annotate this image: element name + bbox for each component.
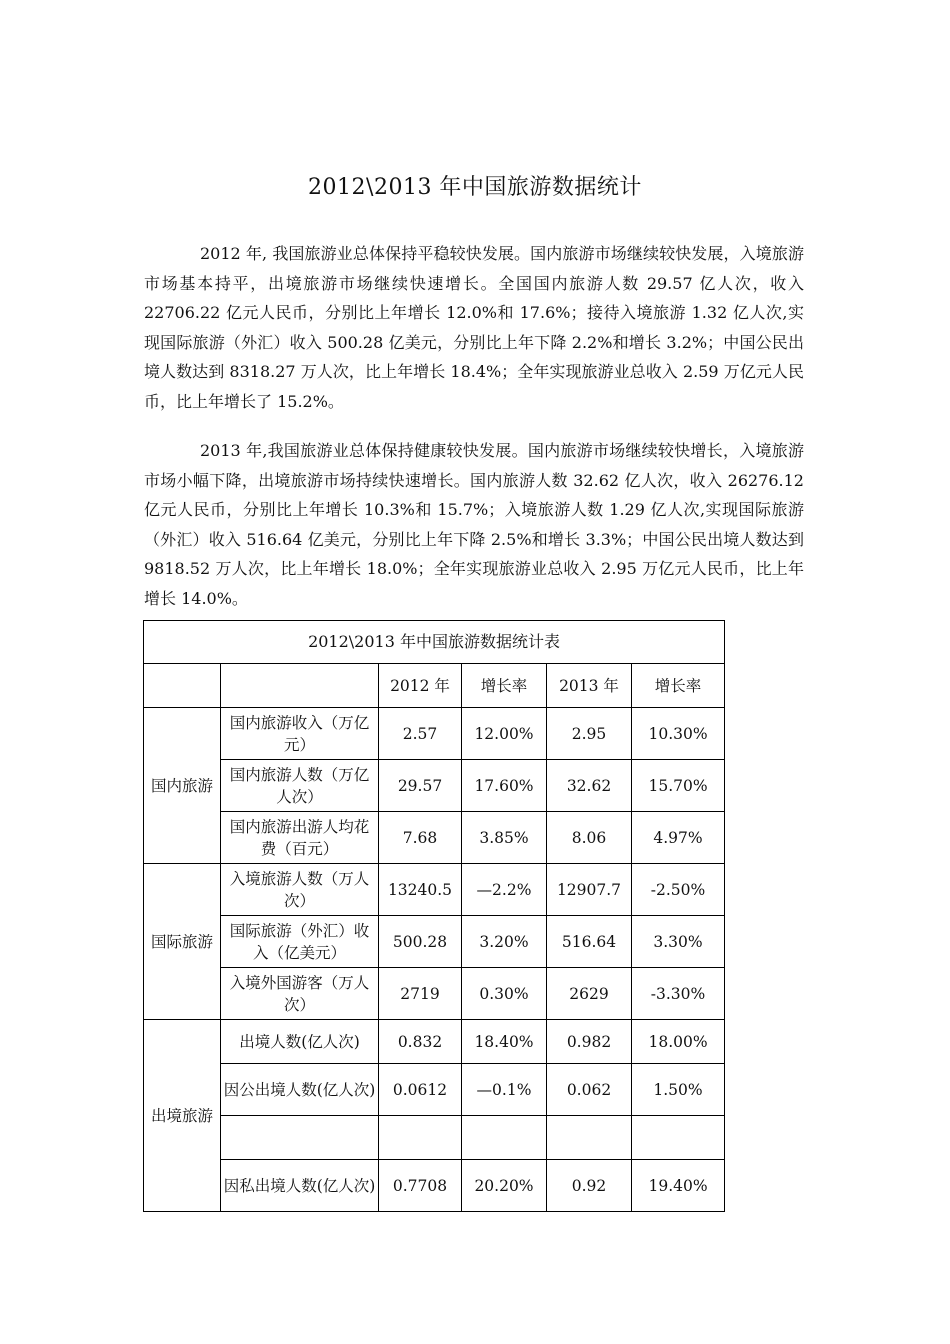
growth-cell: 3.30% [632,916,725,968]
group-label-outbound: 出境旅游 [144,1020,221,1212]
table-caption: 2012\2013 年中国旅游数据统计表 [144,621,725,664]
growth-cell: —2.2% [462,864,547,916]
item-cell: 入境外国游客（万人次） [221,968,379,1020]
value-cell: 2629 [547,968,632,1020]
item-cell: 国际旅游（外汇）收入（亿美元） [221,916,379,968]
value-cell: 2.57 [379,708,462,760]
value-cell: 12907.7 [547,864,632,916]
growth-cell: 10.30% [632,708,725,760]
growth-cell: 18.00% [632,1020,725,1064]
value-cell: 29.57 [379,760,462,812]
page-title: 2012\2013 年中国旅游数据统计 [308,175,642,200]
growth-cell: —0.1% [462,1064,547,1116]
growth-cell: 4.97% [632,812,725,864]
item-cell: 国内旅游出游人均花费（百元） [221,812,379,864]
group-label-domestic: 国内旅游 [144,708,221,864]
paragraph-2012-text: 2012 年, 我国旅游业总体保持平稳较快发展。国内旅游市场继续较快发展，入境旅游市场基本持平，出境旅游市场继续快速增长。全国国内旅游人数 29.57 亿人次，收入 22706.22 亿元人民币，分别比上年增长 12.0%和 17.6%；接待入境旅游 1.32 亿人次,实现国际旅游（外汇）收入 500.28 亿美元，分别比上年下降 2.2%和增长 3.2%；中国公民出境人数达到 8318.27 万人次，比上年增长 18.4%；全年实现旅游业总收入 2.59 万亿元人民币，比上年增长了 15.2%。 [144,244,804,411]
growth-cell [462,1116,547,1160]
item-cell: 国内旅游人数（万亿人次） [221,760,379,812]
growth-cell: -3.30% [632,968,725,1020]
growth-cell: 0.30% [462,968,547,1020]
header-cell [144,664,221,708]
growth-cell: 17.60% [462,760,547,812]
growth-cell: -2.50% [632,864,725,916]
value-cell: 0.0612 [379,1064,462,1116]
table-row [144,1020,725,1064]
item-cell [221,1116,379,1160]
value-cell: 500.28 [379,916,462,968]
value-cell: 8.06 [547,812,632,864]
table-row [144,812,725,864]
value-cell [547,1116,632,1160]
table-row [144,708,725,760]
value-cell: 2719 [379,968,462,1020]
growth-cell [632,1116,725,1160]
group-label-inbound: 国际旅游 [144,864,221,1020]
header-cell [221,664,379,708]
value-cell: 0.92 [547,1160,632,1212]
growth-cell: 20.20% [462,1160,547,1212]
value-cell: 0.832 [379,1020,462,1064]
table-row [144,760,725,812]
item-cell: 国内旅游收入（万亿元） [221,708,379,760]
table-row [144,968,725,1020]
header-cell: 2012 年 [379,664,462,708]
item-cell: 因公出境人数(亿人次) [221,1064,379,1116]
value-cell: 13240.5 [379,864,462,916]
paragraph-2013 [144,436,804,613]
growth-cell: 19.40% [632,1160,725,1212]
value-cell: 0.7708 [379,1160,462,1212]
growth-cell: 18.40% [462,1020,547,1064]
growth-cell: 3.20% [462,916,547,968]
paragraph-2013-text: 2013 年,我国旅游业总体保持健康较快发展。国内旅游市场继续较快增长，入境旅游市场小幅下降，出境旅游市场持续快速增长。国内旅游人数 32.62 亿人次，收入 26276.12 亿元人民币，分别比上年增长 10.3%和 15.7%；入境旅游人数 1.29 亿人次,实现国际旅游（外汇）收入 516.64 亿美元，分别比上年下降 2.5%和增长 3.3%；中国公民出境人数达到 9818.52 万人次，比上年增长 18.0%；全年实现旅游业总收入 2.95 万亿元人民币，比上年增长 14.0%。 [144,441,804,608]
paragraph-2012 [144,239,804,416]
tourism-stats-table [143,620,725,1212]
item-cell: 出境人数(亿人次) [221,1020,379,1064]
value-cell: 7.68 [379,812,462,864]
table-header-row [144,664,725,708]
growth-cell: 12.00% [462,708,547,760]
table-row [144,864,725,916]
header-cell: 2013 年 [547,664,632,708]
value-cell: 516.64 [547,916,632,968]
growth-cell: 1.50% [632,1064,725,1116]
value-cell: 2.95 [547,708,632,760]
value-cell: 0.982 [547,1020,632,1064]
table-row [144,1160,725,1212]
table-row [144,1064,725,1116]
value-cell: 32.62 [547,760,632,812]
item-cell: 入境旅游人数（万人次） [221,864,379,916]
header-cell: 增长率 [632,664,725,708]
header-cell: 增长率 [462,664,547,708]
table-row-empty [144,1116,725,1160]
item-cell: 因私出境人数(亿人次) [221,1160,379,1212]
value-cell: 0.062 [547,1064,632,1116]
table-row [144,916,725,968]
value-cell [379,1116,462,1160]
growth-cell: 15.70% [632,760,725,812]
growth-cell: 3.85% [462,812,547,864]
